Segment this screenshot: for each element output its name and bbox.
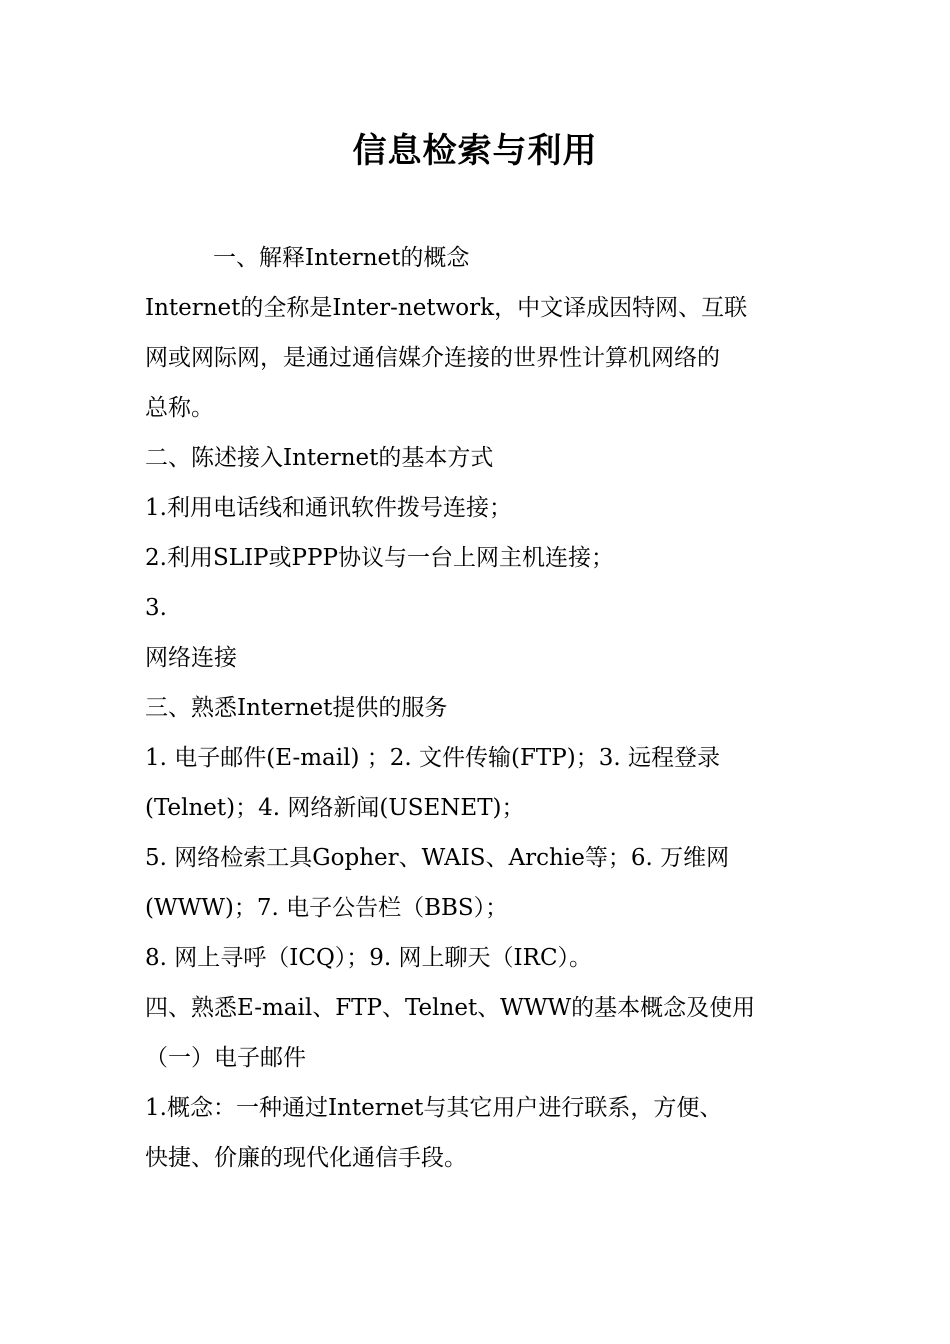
section-heading-3: 三、熟悉Internet提供的服务 (145, 695, 448, 721)
section-heading-4: 四、熟悉E-mail、FTP、Telnet、WWW的基本概念及使用 (145, 995, 756, 1021)
document-body (145, 233, 810, 1183)
paragraph-line: 网或网际网，是通过通信媒介连接的世界性计算机网络的 (145, 345, 720, 371)
paragraph-line: 网络连接 (145, 645, 237, 671)
paragraph-line: 1. 电子邮件(E-mail) ；2. 文件传输(FTP)；3. 远程登录 (145, 745, 720, 771)
paragraph-line: 1.概念：一种通过Internet与其它用户进行联系，方便、 (145, 1095, 723, 1121)
list-item: 2.利用SLIP或PPP协议与一台上网主机连接； (145, 545, 614, 571)
paragraph-line: (Telnet)；4. 网络新闻(USENET)； (145, 795, 525, 821)
paragraph-line: (WWW)；7. 电子公告栏（BBS）； (145, 895, 509, 921)
paragraph-line: 8. 网上寻呼（ICQ）；9. 网上聊天（IRC）。 (145, 945, 593, 971)
paragraph-line: 快捷、价廉的现代化通信手段。 (145, 1145, 467, 1171)
list-item: 3. (145, 595, 167, 621)
document-title: 信息检索与利用 (352, 131, 598, 171)
list-item: 1.利用电话线和通讯软件拨号连接； (145, 495, 512, 521)
paragraph-line: 总称。 (145, 395, 214, 421)
section-heading-1: 一、解释Internet的概念 (213, 245, 470, 271)
paragraph-line: 5. 网络检索工具Gopher、WAIS、Archie等；6. 万维网 (145, 845, 730, 871)
subsection-heading: （一）电子邮件 (145, 1045, 306, 1071)
section-heading-2: 二、陈述接入Internet的基本方式 (145, 445, 494, 471)
paragraph-line: Internet的全称是Inter-network，中文译成因特网、互联 (145, 295, 748, 321)
